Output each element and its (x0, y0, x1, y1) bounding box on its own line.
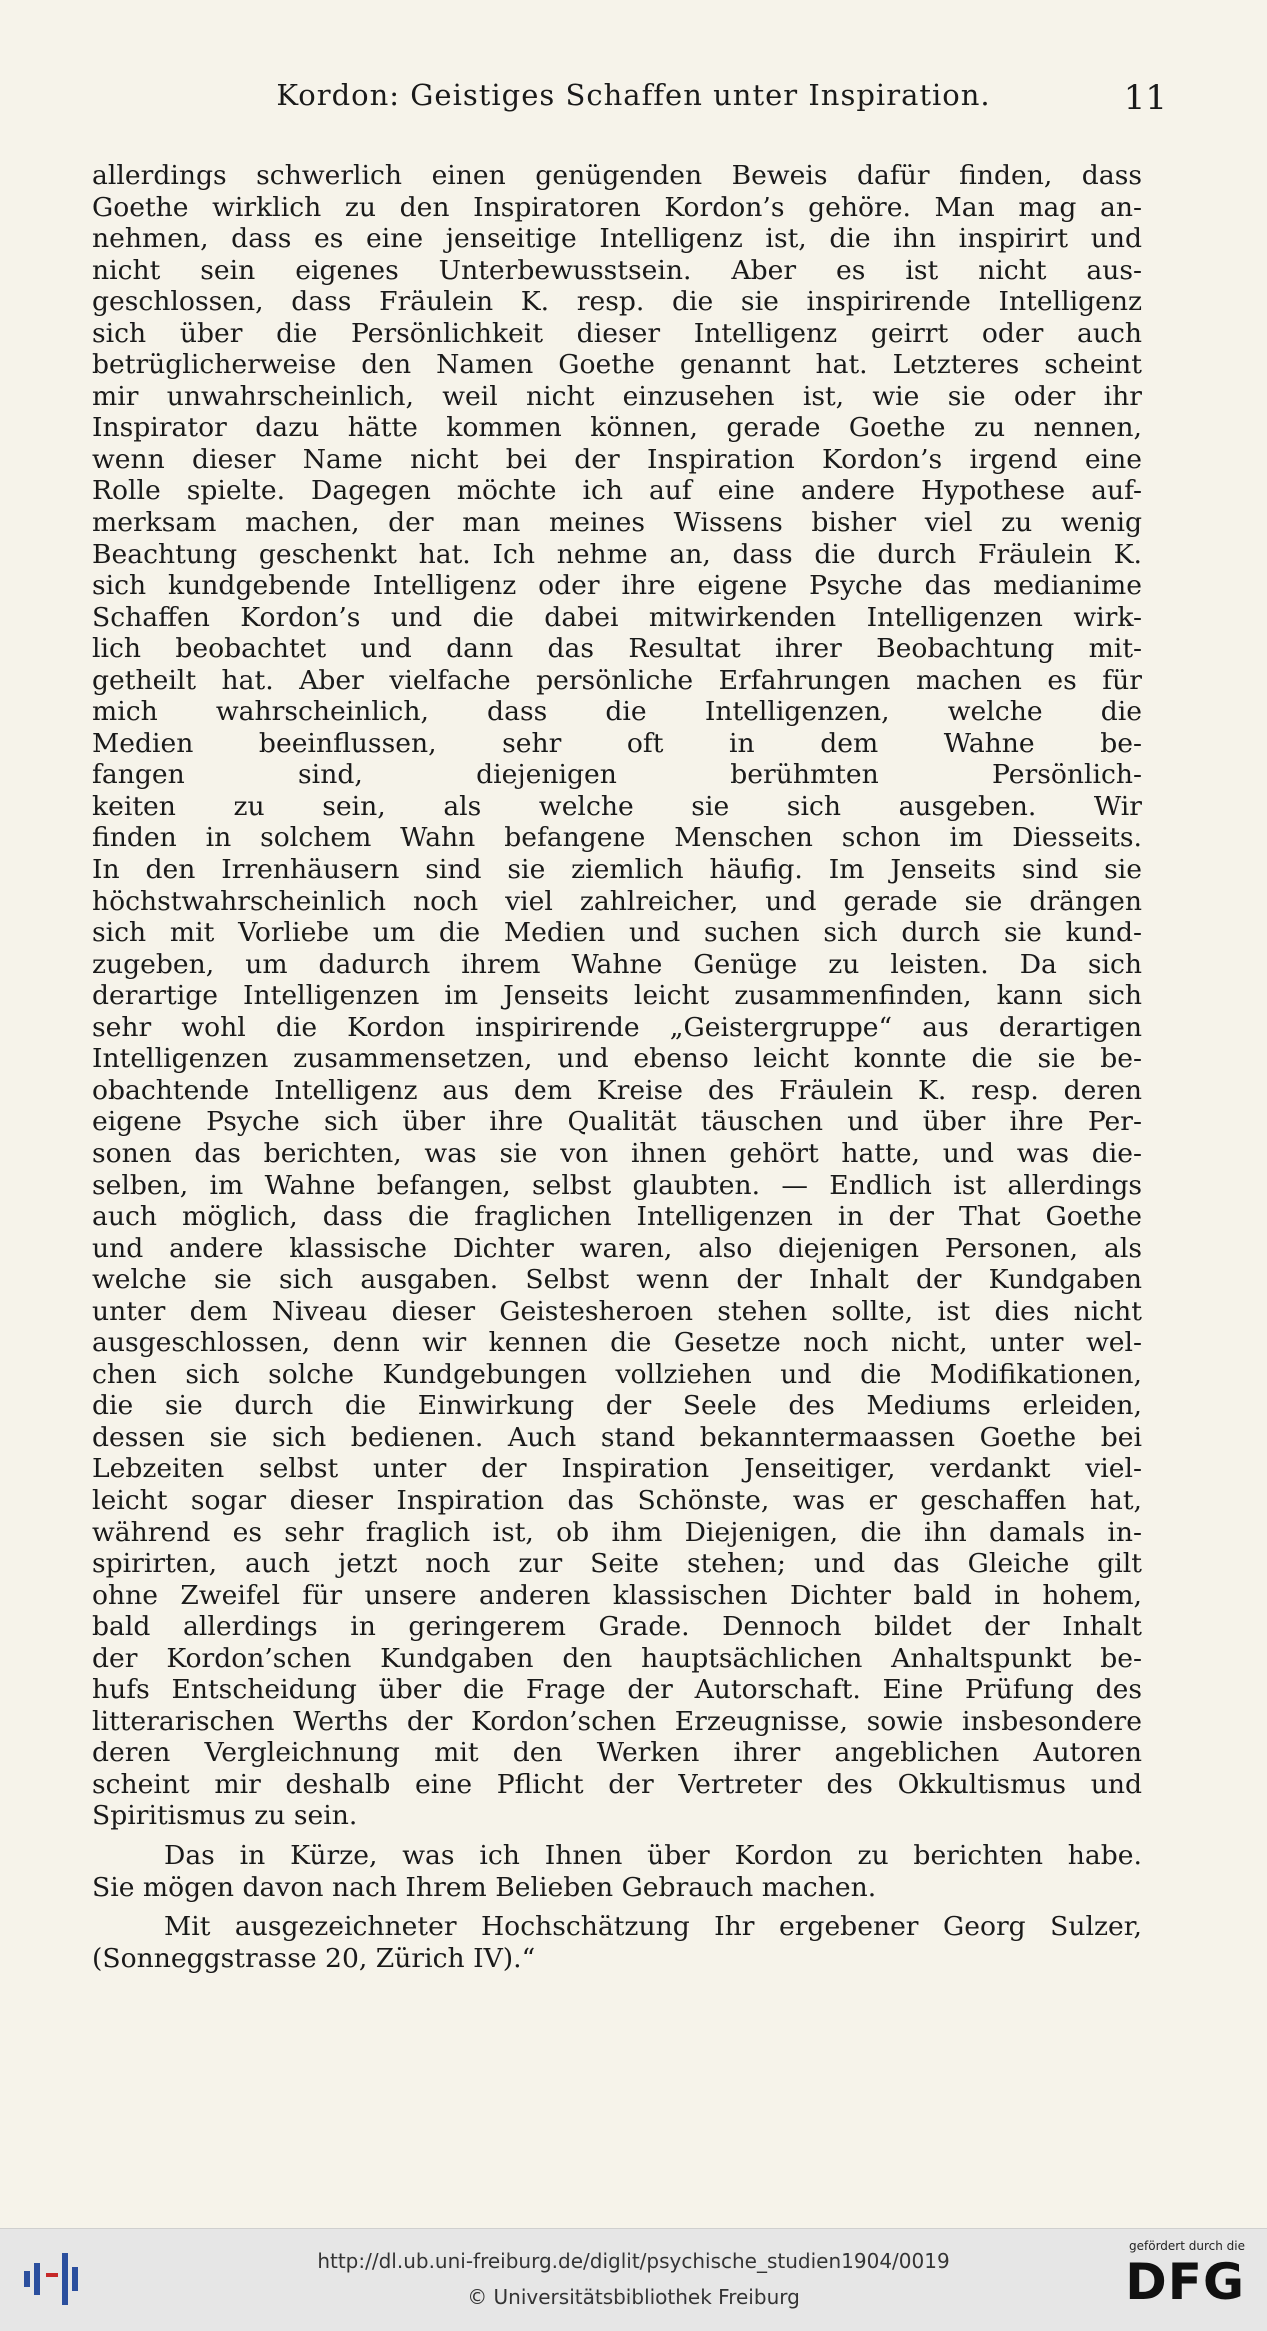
main-paragraph (92, 160, 1142, 1832)
text-line: eigene Psyche sich über ihre Qualität täuschen und über ihre Per- (92, 1106, 1142, 1138)
dfg-mark: DFG (1125, 2253, 1245, 2311)
body-text (92, 160, 1142, 1974)
text-line: dessen sie sich bedienen. Auch stand bekanntermaassen Goethe bei (92, 1421, 1142, 1453)
footer-copyright: © Universitätsbibliothek Freiburg (467, 2285, 800, 2309)
text-line: Das in Kürze, was ich Ihnen über Kordon zu berichten habe. (164, 1839, 1142, 1871)
text-line: derartige Intelligenzen im Jenseits leicht zusammenfinden, kann sich (92, 980, 1142, 1012)
text-line: welche sie sich ausgaben. Selbst wenn der Inhalt der Kundgaben (92, 1264, 1142, 1296)
text-line: nicht sein eigenes Unterbewusstsein. Aber es ist nicht aus- (92, 254, 1142, 286)
text-line: spirirten, auch jetzt noch zur Seite stehen; und das Gleiche gilt (92, 1548, 1142, 1580)
text-line: Goethe wirklich zu den Inspiratoren Kordon’s gehöre. Man mag an- (92, 191, 1142, 223)
text-line: Intelligenzen zusammensetzen, und ebenso leicht konnte die sie be- (92, 1043, 1142, 1075)
text-line: sich kundgebende Intelligenz oder ihre eigene Psyche das medianime (92, 570, 1142, 602)
text-line: mich wahrscheinlich, dass die Intelligenzen, welche die (92, 696, 1142, 728)
text-line: höchstwahrscheinlich noch viel zahlreicher, und gerade sie drängen (92, 885, 1142, 917)
text-line: lich beobachtet und dann das Resultat ihrer Beobachtung mit- (92, 633, 1142, 665)
text-line: leicht sogar dieser Inspiration das Schönste, was er geschaffen hat, (92, 1484, 1142, 1516)
text-line: betrüglicherweise den Namen Goethe genannt hat. Letzteres scheint (92, 349, 1142, 381)
running-head: Kordon: Geistiges Schaffen unter Inspiration. (276, 78, 991, 112)
text-line: scheint mir deshalb eine Pflicht der Vertreter des Okkultismus und (92, 1768, 1142, 1800)
text-line: ausgeschlossen, denn wir kennen die Gesetze noch nicht, unter wel- (92, 1327, 1142, 1359)
viewer-footer (0, 2228, 1267, 2331)
text-line: Medien beeinflussen, sehr oft in dem Wahne be- (92, 727, 1142, 759)
text-line: Inspirator dazu hätte kommen können, gerade Goethe zu nennen, (92, 412, 1142, 444)
text-line: Mit ausgezeichneter Hochschätzung Ihr ergebener Georg Sulzer, (164, 1911, 1142, 1943)
text-line: auch möglich, dass die fraglichen Intelligenzen in der That Goethe (92, 1201, 1142, 1233)
page-header (90, 78, 1177, 128)
closing-paragraph (92, 1840, 1142, 1903)
text-line: geschlossen, dass Fräulein K. resp. die sie inspirirende Intelligenz (92, 286, 1142, 318)
text-line: Rolle spielte. Dagegen möchte ich auf eine andere Hypothese auf- (92, 475, 1142, 507)
text-line: litterarischen Werths der Kordon’schen Erzeugnisse, sowie insbesondere (92, 1705, 1142, 1737)
text-line: nehmen, dass es eine jenseitige Intelligenz ist, die ihn inspirirt und (92, 223, 1142, 255)
text-line: unter dem Niveau dieser Geistesheroen stehen sollte, ist dies nicht (92, 1295, 1142, 1327)
text-line: Lebzeiten selbst unter der Inspiration Jenseitiger, verdankt viel- (92, 1453, 1142, 1485)
dfg-logo (1105, 2239, 1245, 2323)
text-line: Schaffen Kordon’s und die dabei mitwirkenden Intelligenzen wirk- (92, 601, 1142, 633)
text-line: hufs Entscheidung über die Frage der Autorschaft. Eine Prüfung des (92, 1674, 1142, 1706)
text-line: getheilt hat. Aber vielfache persönliche Erfahrungen machen es für (92, 664, 1142, 696)
signature-paragraph (92, 1911, 1142, 1974)
text-line: der Kordon’schen Kundgaben den hauptsächlichen Anhaltspunkt be- (92, 1642, 1142, 1674)
text-line: mir unwahrscheinlich, weil nicht einzusehen ist, wie sie oder ihr (92, 380, 1142, 412)
text-line: sonen das berichten, was sie von ihnen gehört hatte, und was die- (92, 1137, 1142, 1169)
text-line: Sie mögen davon nach Ihrem Belieben Gebrauch machen. (92, 1871, 877, 1903)
text-line: bald allerdings in geringerem Grade. Dennoch bildet der Inhalt (92, 1611, 1142, 1643)
text-line: fangen sind, diejenigen berühmten Persönlich- (92, 759, 1142, 791)
text-line: selben, im Wahne befangen, selbst glaubten. — Endlich ist allerdings (92, 1169, 1142, 1201)
page-number: 11 (1123, 78, 1167, 118)
text-line: sehr wohl die Kordon inspirirende „Geistergruppe“ aus derartigen (92, 1011, 1142, 1043)
text-line: zugeben, um dadurch ihrem Wahne Genüge zu leisten. Da sich (92, 948, 1142, 980)
text-line: sich über die Persönlichkeit dieser Intelligenz geirrt oder auch (92, 317, 1142, 349)
text-line: sich mit Vorliebe um die Medien und suchen sich durch sie kund- (92, 917, 1142, 949)
text-line: In den Irrenhäusern sind sie ziemlich häufig. Im Jenseits sind sie (92, 854, 1142, 886)
text-line: während es sehr fraglich ist, ob ihm Diejenigen, die ihn damals in- (92, 1516, 1142, 1548)
text-line: chen sich solche Kundgebungen vollziehen und die Modifikationen, (92, 1358, 1142, 1390)
text-line: merksam machen, der man meines Wissens bisher viel zu wenig (92, 507, 1142, 539)
text-line: deren Vergleichnung mit den Werken ihrer angeblichen Autoren (92, 1737, 1142, 1769)
text-line: (Sonneggstrasse 20, Zürich IV).“ (92, 1942, 536, 1974)
text-line: Beachtung geschenkt hat. Ich nehme an, dass die durch Fräulein K. (92, 538, 1142, 570)
text-line: finden in solchem Wahn befangene Menschen schon im Diesseits. (92, 822, 1142, 854)
text-line: die sie durch die Einwirkung der Seele des Mediums erleiden, (92, 1390, 1142, 1422)
text-line: ohne Zweifel für unsere anderen klassischen Dichter bald in hohem, (92, 1579, 1142, 1611)
dfg-caption: gefördert durch die (1129, 2239, 1245, 2253)
text-line: obachtende Intelligenz aus dem Kreise des Fräulein K. resp. deren (92, 1074, 1142, 1106)
text-line: Spiritismus zu sein. (92, 1800, 358, 1832)
text-line: keiten zu sein, als welche sie sich ausgeben. Wir (92, 790, 1142, 822)
text-line: allerdings schwerlich einen genügenden Beweis dafür finden, dass (92, 160, 1142, 191)
footer-url-link[interactable]: http://dl.ub.uni-freiburg.de/diglit/psychische_studien1904/0019 (317, 2249, 950, 2273)
text-line: wenn dieser Name nicht bei der Inspiration Kordon’s irgend eine (92, 443, 1142, 475)
text-line: und andere klassische Dichter waren, also diejenigen Personen, als (92, 1232, 1142, 1264)
